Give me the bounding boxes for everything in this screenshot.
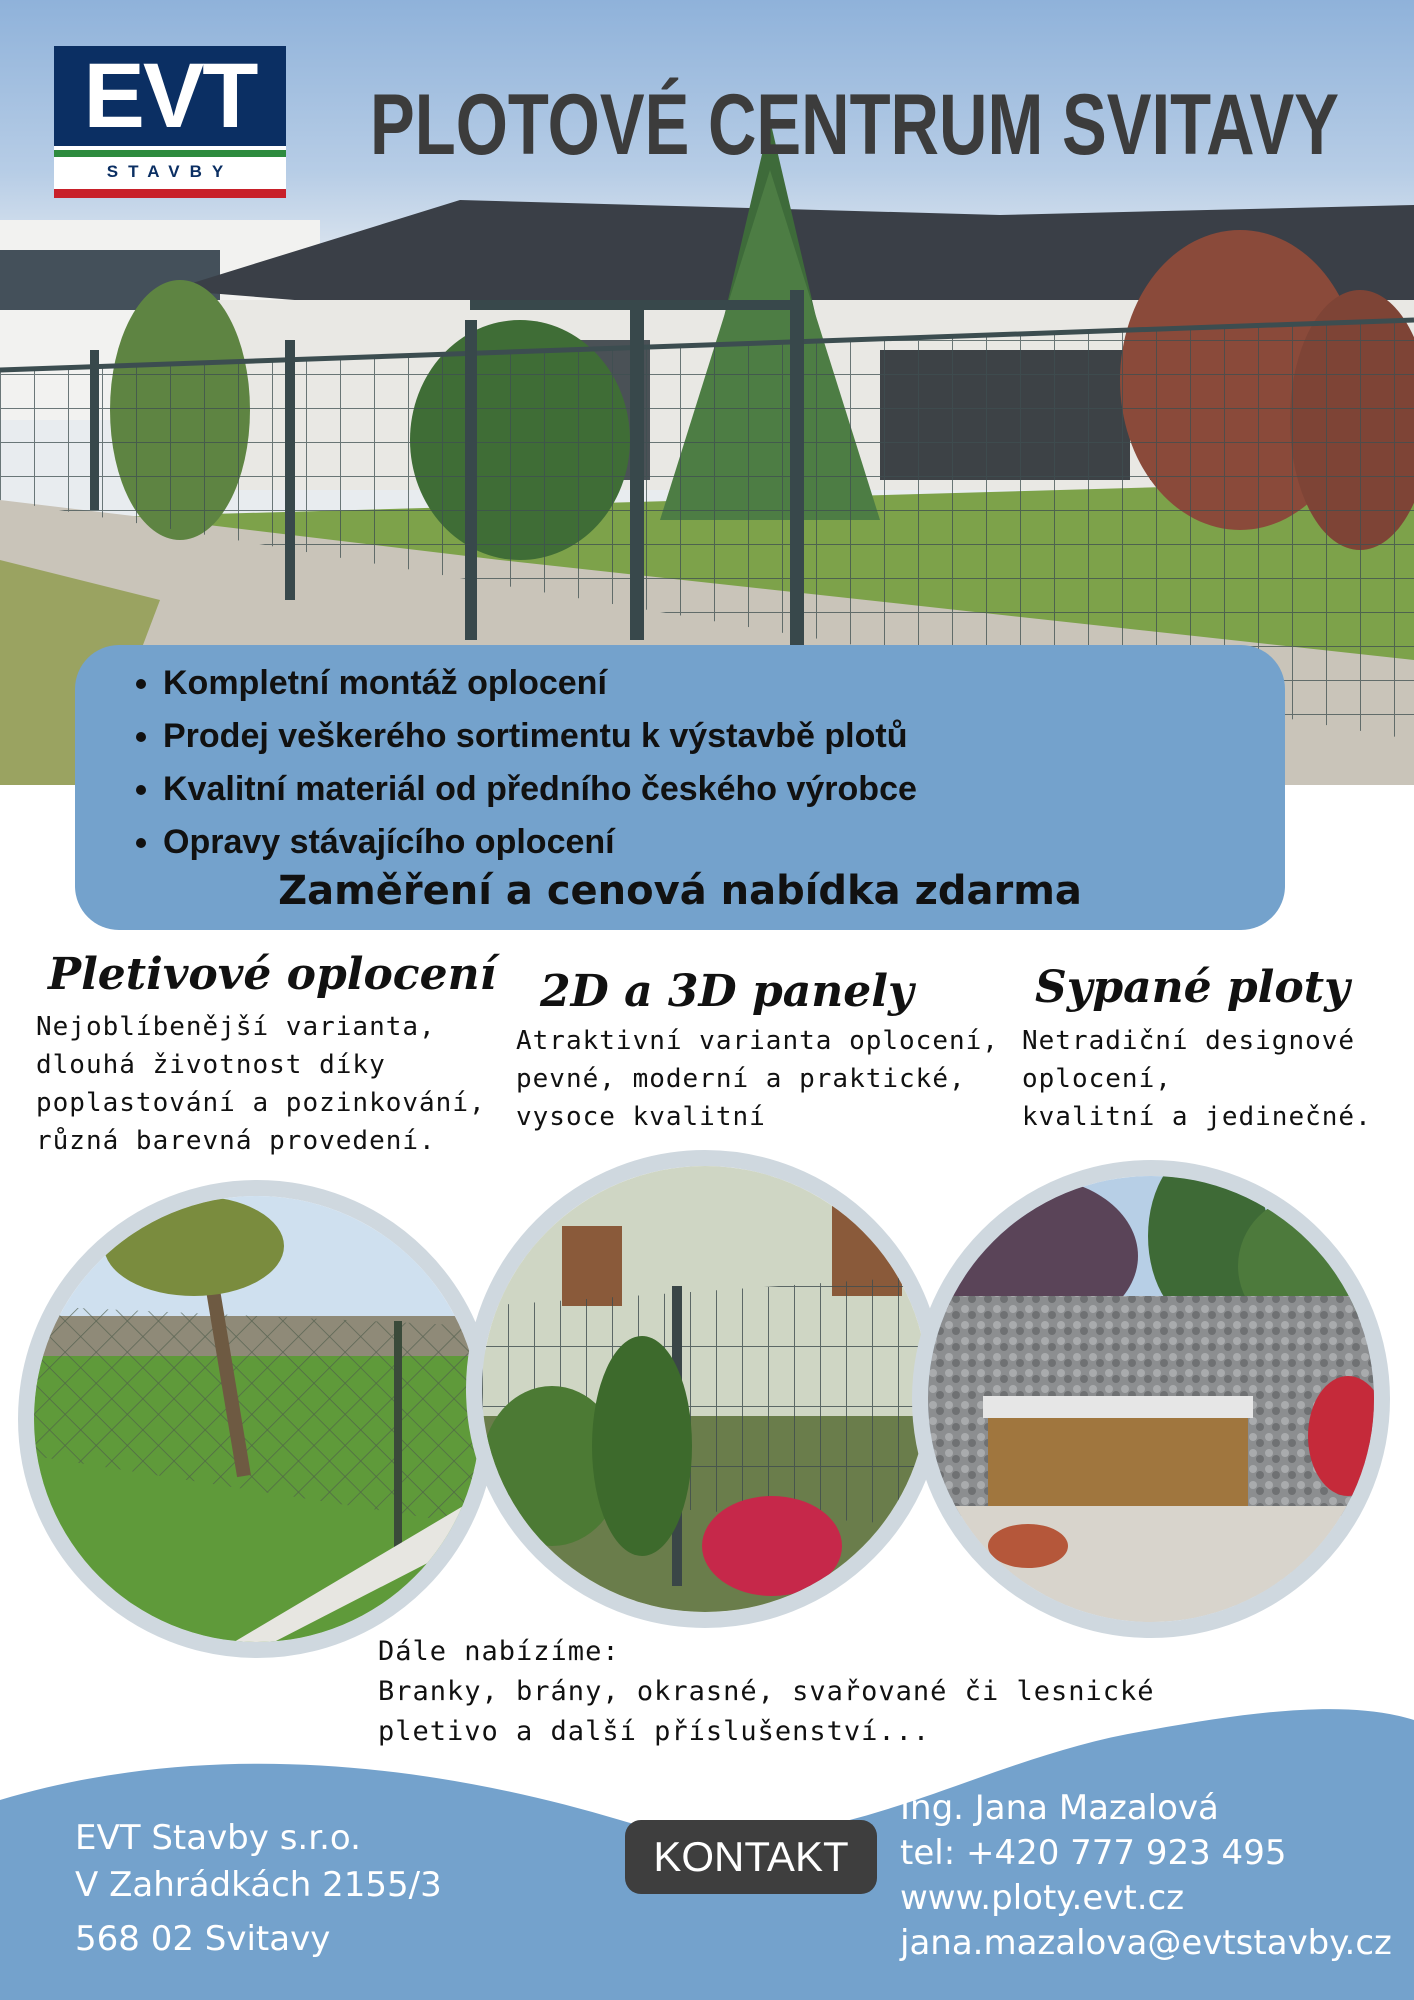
services-list (75, 657, 917, 869)
product-heading-mesh: Pletivové oplocení (48, 949, 497, 1000)
photo-panel-fence (466, 1150, 944, 1628)
contact-email[interactable]: jana.mazalova@evtstavby.cz (900, 1923, 1392, 1963)
panel-fence-illustration (482, 1166, 928, 1612)
service-item: • Kompletní montáž oplocení (163, 657, 917, 710)
contact-button[interactable]: KONTAKT (625, 1820, 877, 1894)
logo-red-stripe (54, 189, 286, 198)
product-text-panels: Atraktivní varianta oplocení, pevné, moderní a praktické, vysoce kvalitní (516, 1026, 999, 1132)
photo-mesh-fence (18, 1180, 496, 1658)
more-offers-line: pletivo a další příslušenství... (378, 1716, 931, 1747)
company-name: EVT Stavby s.r.o. (75, 1818, 361, 1858)
free-offer-text: Zaměření a cenová nabídka zdarma (278, 868, 1082, 914)
more-offers-line: Branky, brány, okrasné, svařované či lesnické (378, 1676, 1155, 1707)
contact-website[interactable]: www.ploty.evt.cz (900, 1878, 1185, 1918)
evt-stavby-logo (54, 46, 286, 198)
mesh-fence-illustration (34, 1196, 480, 1642)
more-offers-heading: Dále nabízíme: (378, 1636, 620, 1667)
service-item: • Prodej veškerého sortimentu k výstavbě plotů (163, 710, 917, 763)
gabion-fence-illustration (928, 1176, 1374, 1622)
contact-phone[interactable]: tel: +420 777 923 495 (900, 1833, 1287, 1873)
photo-gabion-fence (912, 1160, 1390, 1638)
product-text-mesh: Nejoblíbenější varianta, dlouhá životnost díky poplastování a pozinkování, různá barevná provedení. (36, 1012, 486, 1156)
logo-main-text: EVT (54, 46, 286, 146)
product-heading-panels: 2D a 3D panely (540, 966, 914, 1017)
page-title: PLOTOVÉ CENTRUM SVITAVY (370, 77, 1340, 173)
product-text-gabion: Netradiční designové oplocení, kvalitní a jedinečné. (1022, 1026, 1372, 1132)
service-item: • Opravy stávajícího oplocení (163, 816, 917, 869)
product-heading-gabion: Sypané ploty (1035, 962, 1350, 1013)
services-panel (75, 645, 1285, 930)
company-street: V Zahrádkách 2155/3 (75, 1865, 442, 1905)
company-city: 568 02 Svitavy (75, 1919, 331, 1959)
logo-sub-text: STAVBY (106, 162, 234, 181)
contact-person: Ing. Jana Mazalová (900, 1788, 1219, 1828)
logo-green-stripe (54, 150, 286, 157)
service-item: • Kvalitní materiál od předního českého výrobce (163, 763, 917, 816)
